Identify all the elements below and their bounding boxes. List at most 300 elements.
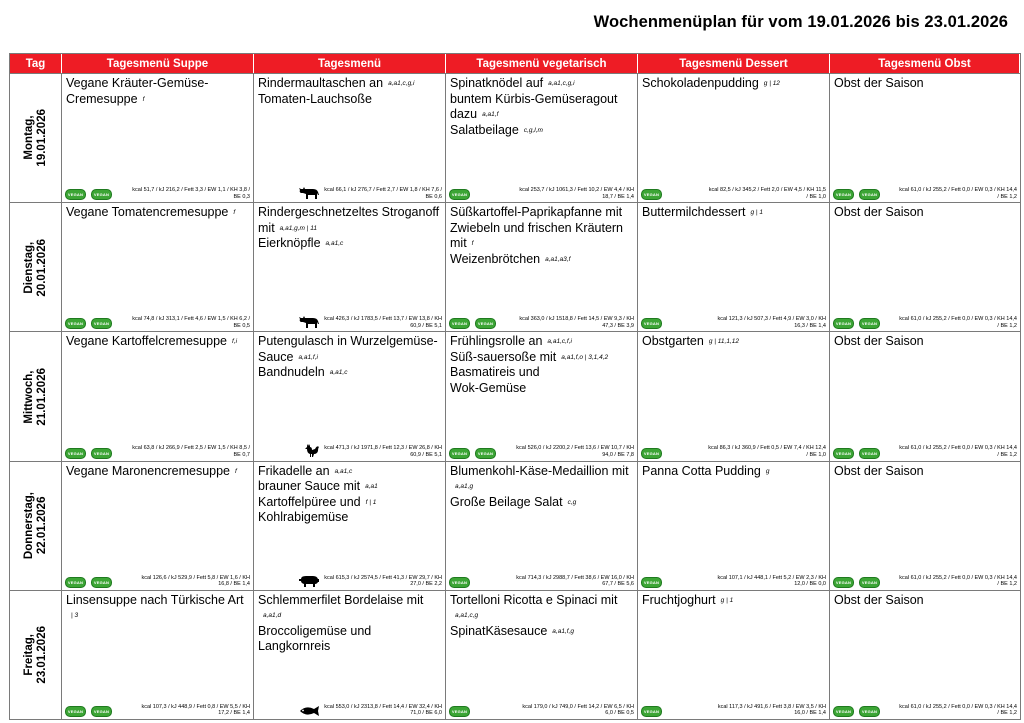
dish-line [642,76,825,92]
fish-icon [298,705,320,717]
dish-text: Wok-Gemüse [450,380,527,395]
nutrition-info: kcal 107,1 / kJ 448,1 / Fett 5,2 / EW 2,3 / KH 12,0 / BE 0,0 [717,574,826,588]
menu-cell [62,461,254,590]
allergen-codes: a,a1,c [325,240,344,248]
header-soup: Tagesmenü Suppe [62,54,254,73]
cell-footer [257,704,442,717]
nutrition-info: kcal 66,1 / kJ 276,7 / Fett 2,7 / EW 1,8 / KH 7,6 / BE 0,6 [324,187,442,200]
dish-text: Große Beilage Salat [450,494,563,509]
dish-line [258,205,441,221]
dish-text: Langkornreis [258,639,331,654]
dish-line [66,92,249,108]
nutrition-info: kcal 61,0 / kJ 255,2 / Fett 0,0 / EW 0,3 / KH 14,4 / BE 1,2 [899,187,1017,200]
dish-line [834,76,1016,92]
menu-table [9,53,1021,720]
dish-text: mit [450,236,467,251]
badge-group [833,706,880,717]
dish-text: Eierknöpfle [258,236,321,251]
vegan-badge-icon: VEGAN [91,448,112,459]
cell-footer [449,316,634,329]
dish-line [450,479,633,495]
dish-line [258,464,441,480]
dish-name [258,593,441,655]
page-title: Wochenmenüplan für vom 19.01.2026 bis 23.01.2026 [593,13,1008,31]
dish-name [450,334,633,396]
dish-text: Kartoffelpüree und [258,494,361,509]
allergen-codes: g | 12 [763,80,780,87]
dish-name [258,76,441,107]
dish-line [258,510,441,526]
dish-line [450,608,633,624]
nutrition-info: kcal 61,0 / kJ 255,2 / Fett 0,0 / EW 0,3 / KH 14,4 / BE 1,2 [899,316,1017,329]
dish-text: Zwiebeln und frischen Kräutern [450,220,624,235]
vegan-badge-icon: VEGAN [641,448,662,459]
day-label [23,368,49,426]
vegan-badge-icon: VEGAN [449,448,470,459]
dish-name [450,76,633,138]
dish-text: Spinatknödel auf [450,76,544,90]
badge-group [641,706,662,717]
dish-name [642,464,825,480]
menu-cell [638,202,830,331]
dish-text: Kohlrabigemüse [258,510,349,525]
menu-cell [254,202,446,331]
allergen-codes: a,a1,g,m | 11 [279,224,318,232]
dish-text: Süßkartoffel-Paprikapfanne mit [450,205,623,220]
vegan-badge-icon: VEGAN [475,318,496,329]
dish-line [258,495,441,511]
vegan-badge-icon: VEGAN [859,706,880,717]
dish-text: Putengulasch in Wurzelgemüse- [258,334,438,349]
nutrition-info: kcal 107,3 / kJ 448,9 / Fett 0,8 / EW 5,5 / KH 17,2 / BE 1,4 [141,703,250,717]
vegan-badge-icon: VEGAN [91,189,112,200]
vegan-badge-icon: VEGAN [65,318,86,329]
dish-line [66,593,249,609]
dish-line [642,334,825,350]
badge-group [65,577,112,588]
allergen-codes: f [235,467,237,475]
nutrition-info: kcal 51,7 / kJ 216,2 / Fett 3,3 / EW 1,1 / KH 3,8 / BE 0,3 [132,187,250,200]
badge-group [449,706,470,717]
cell-footer [833,575,1017,588]
vegan-badge-icon: VEGAN [65,189,86,200]
menu-cell [446,73,638,202]
allergen-codes: f [233,209,236,217]
menu-cell [638,590,830,719]
menu-cell [446,331,638,460]
dish-line [450,381,633,397]
dish-name [450,464,633,511]
dish-name [642,205,825,221]
nutrition-info: kcal 82,5 / kJ 345,2 / Fett 2,0 / EW 4,5 / KH 11,5 / BE 1,0 [708,187,826,200]
allergen-codes: a,a1,f,g [552,627,574,635]
cow-icon [298,315,320,329]
dish-text: Salatbeilage [450,122,519,137]
day-label [23,626,49,684]
day-date: 23.01.2026 [35,626,48,684]
day-name: Mittwoch, [22,369,35,423]
menu-cell [254,461,446,590]
allergen-codes: a,a1,f,o | 3,1,4,2 [561,353,609,361]
vegan-badge-icon: VEGAN [65,448,86,459]
dish-line [834,593,1016,609]
badge-group [65,448,112,459]
dish-text: Bandnudeln [258,365,325,380]
menu-cell [254,331,446,460]
allergen-codes: a,a1,a3,f [545,255,571,263]
dish-name [258,464,441,526]
dish-text: mit [258,220,275,235]
allergen-codes: g | 11,1,12 [708,338,739,346]
dish-name [66,334,249,350]
cell-footer [449,445,634,458]
day-name: Montag, [22,116,35,161]
menu-cell [446,461,638,590]
vegan-badge-icon: VEGAN [641,577,662,588]
nutrition-info: kcal 126,6 / kJ 529,9 / Fett 5,8 / EW 1,6 / KH 16,8 / BE 1,4 [141,574,250,588]
nutrition-info: kcal 179,0 / kJ 749,0 / Fett 14,2 / EW 6,5 / KH 6,0 / BE 0,5 [522,703,634,717]
dish-text: Tortelloni Ricotta e Spinaci mit [450,592,618,607]
vegan-badge-icon: VEGAN [475,448,496,459]
dish-line [450,221,633,237]
dish-text: Weizenbrötchen [450,251,541,266]
day-cell [10,461,62,590]
dish-text: Obst der Saison [834,205,924,220]
nutrition-info: kcal 526,0 / kJ 2200,2 / Fett 13,6 / EW 10,7 / KH 94,0 / BE 7,8 [516,445,634,458]
menu-cell [254,73,446,202]
header-vegetarian: Tagesmenü vegetarisch [446,54,638,73]
dish-line [834,464,1016,480]
vegan-badge-icon: VEGAN [859,189,880,200]
allergen-codes: a,a1,d [263,612,282,620]
menu-cell [638,461,830,590]
day-name: Donnerstag, [22,492,35,560]
dish-line [642,593,825,609]
header-dessert: Tagesmenü Dessert [638,54,830,73]
dish-name [258,334,441,381]
menu-cell [446,202,638,331]
dish-name [642,593,825,609]
cell-footer [833,445,1017,458]
nutrition-info: kcal 61,0 / kJ 255,2 / Fett 0,0 / EW 0,3 / KH 14,4 / BE 1,2 [899,445,1017,458]
dish-text: brauner Sauce mit [258,479,361,494]
dish-text: Vegane Kartoffelcremesuppe [66,334,227,349]
dish-name [834,593,1016,609]
allergen-codes: a,a1,c,f,i [547,338,572,346]
dish-line [450,252,633,268]
allergen-codes: a,a1,c,g [455,612,479,620]
dish-line [642,464,825,480]
dish-line [450,236,633,252]
dish-line [258,92,441,108]
vegan-badge-icon: VEGAN [641,706,662,717]
nutrition-info: kcal 426,3 / kJ 1783,5 / Fett 13,7 / EW 13,8 / KH 60,9 / BE 5,1 [324,316,442,329]
dish-name [834,464,1016,480]
menu-cell [62,73,254,202]
day-date: 21.01.2026 [35,367,48,426]
dish-name [834,205,1016,221]
day-cell [10,202,62,331]
cell-footer [65,575,250,588]
day-label [23,239,49,297]
vegan-badge-icon: VEGAN [449,189,470,200]
dish-name [642,334,825,350]
dish-text: SpinatKäsesauce [450,623,548,638]
nutrition-info: kcal 714,3 / kJ 2988,7 / Fett 38,6 / EW 16,0 / KH 67,7 / BE 5,6 [516,574,634,588]
dish-text: Buttermilchdessert [642,205,746,220]
cell-footer [833,704,1017,717]
badge-group [833,577,880,588]
cell-footer [833,187,1017,200]
day-cell [10,331,62,460]
menu-cell [830,461,1020,590]
allergen-codes: a,a1 [365,483,378,491]
vegan-badge-icon: VEGAN [859,577,880,588]
nutrition-info: kcal 61,0 / kJ 255,2 / Fett 0,0 / EW 0,3 / KH 14,4 / BE 1,2 [899,703,1017,717]
dish-name [66,76,249,107]
badge-group [65,318,112,329]
dish-line [450,76,633,92]
dish-text: Tomaten-Lauchsoße [258,91,372,106]
header-main: Tagesmenü [254,54,446,73]
dish-line [450,92,633,108]
nutrition-info: kcal 553,0 / kJ 2313,8 / Fett 14,4 / EW 32,4 / KH 71,0 / BE 6,0 [324,703,442,717]
dish-line [258,334,441,350]
dish-name [66,593,249,624]
allergen-codes: f,i [232,338,238,346]
cell-footer [641,316,826,329]
dish-text: Linsensuppe nach Türkische Art [66,592,244,607]
dish-name [642,76,825,92]
dish-text: Schokoladenpudding [642,76,759,90]
dish-text: Cremesuppe [66,91,138,106]
allergen-codes: f [142,95,145,103]
allergen-codes: f [471,240,474,248]
dish-text: Broccoligemüse und [258,623,372,638]
cell-footer [641,187,826,200]
cell-footer [641,704,826,717]
vegan-badge-icon: VEGAN [65,577,86,588]
cell-footer [449,704,634,717]
vegan-badge-icon: VEGAN [833,706,854,717]
menu-cell [638,331,830,460]
allergen-codes: a,a1,c [334,467,353,475]
allergen-codes: f | 1 [365,498,377,506]
dish-line [66,205,249,221]
dish-text: Schlemmerfilet Bordelaise mit [258,592,424,607]
menu-cell [62,202,254,331]
cell-footer [449,575,634,588]
menu-cell [62,331,254,460]
dish-text: Blumenkohl-Käse-Medaillion mit [450,463,629,478]
dish-text: dazu [450,107,478,121]
day-name: Dienstag, [22,241,35,294]
menu-cell [446,590,638,719]
cell-footer [833,316,1017,329]
cow-icon [298,186,320,200]
cell-footer [257,315,442,329]
vegan-badge-icon: VEGAN [833,577,854,588]
cell-footer [65,316,250,329]
dish-name [450,205,633,267]
dish-line [66,608,249,624]
day-cell [10,73,62,202]
dish-line [258,639,441,655]
allergen-codes: | 3 [71,612,79,620]
dish-text: Fruchtjoghurt [642,592,716,607]
allergen-codes: a,a1,c,g,i [548,80,575,87]
allergen-codes: g | 1 [750,209,764,217]
dish-line [258,365,441,381]
dish-text: Vegane Kräuter-Gemüse- [66,76,209,90]
day-date: 19.01.2026 [35,109,48,167]
dish-line [450,365,633,381]
dish-line [450,123,633,139]
badge-group [833,189,880,200]
dish-name [258,205,441,252]
pig-icon [298,574,320,588]
vegan-badge-icon: VEGAN [641,318,662,329]
dish-name [834,76,1016,92]
nutrition-info: kcal 121,3 / kJ 507,3 / Fett 4,9 / EW 3,0 / KH 16,3 / BE 1,4 [717,316,826,329]
dish-line [258,608,441,624]
dish-line [450,107,633,123]
badge-group [449,318,496,329]
cell-footer [257,574,442,588]
vegan-badge-icon: VEGAN [91,706,112,717]
cell-footer [641,575,826,588]
menu-cell [830,202,1020,331]
badge-group [641,448,662,459]
cell-footer [449,187,634,200]
dish-line [450,205,633,221]
vegan-badge-icon: VEGAN [449,706,470,717]
day-date: 20.01.2026 [35,238,48,297]
menu-cell [830,331,1020,460]
allergen-codes: a,a1,c,g,i [388,80,415,87]
dish-line [258,236,441,252]
dish-text: buntem Kürbis-Gemüseragout [450,91,618,106]
dish-line [450,624,633,640]
allergen-codes: g [765,467,770,475]
dish-text: Obst der Saison [834,592,924,607]
allergen-codes: a,a1,f [482,111,499,118]
badge-group [65,189,112,200]
header-day: Tag [10,54,62,73]
day-label [23,492,49,559]
cell-footer [257,186,442,200]
vegan-badge-icon: VEGAN [91,318,112,329]
vegan-badge-icon: VEGAN [833,318,854,329]
dish-line [258,76,441,92]
badge-group [833,318,880,329]
badge-group [449,448,496,459]
dish-text: Obstgarten [642,334,704,349]
header-fruit: Tagesmenü Obst [830,54,1020,73]
nutrition-info: kcal 61,0 / kJ 255,2 / Fett 0,0 / EW 0,3 / KH 14,4 / BE 1,2 [899,574,1017,588]
nutrition-info: kcal 471,3 / kJ 1971,8 / Fett 12,3 / EW 26,8 / KH 60,9 / BE 5,1 [324,445,442,458]
cell-footer [65,704,250,717]
nutrition-info: kcal 63,8 / kJ 266,9 / Fett 2,5 / EW 1,5 / KH 8,5 / BE 0,7 [132,445,250,458]
allergen-codes: g | 1 [720,596,734,604]
day-name: Freitag, [22,634,35,676]
nutrition-info: kcal 615,3 / kJ 2574,5 / Fett 41,3 / EW 29,7 / KH 27,0 / BE 2,2 [324,574,442,588]
day-cell [10,590,62,719]
dish-name [834,334,1016,350]
dish-text: Rindermaultaschen an [258,76,384,90]
dish-text: Süß-sauersoße mit [450,349,557,364]
dish-line [66,76,249,92]
dish-name [450,593,633,640]
dish-line [66,334,249,350]
allergen-codes: a,a1,f,i [298,353,318,361]
vegan-badge-icon: VEGAN [859,448,880,459]
nutrition-info: kcal 253,7 / kJ 1061,3 / Fett 10,2 / EW 4,4 / KH 18,7 / BE 1,4 [519,187,634,200]
dish-text: Basmatireis und [450,365,540,380]
dish-line [258,593,441,609]
dish-line [450,350,633,366]
badge-group [833,448,880,459]
dish-text: Obst der Saison [834,76,924,90]
dish-text: Obst der Saison [834,463,924,478]
dish-line [834,205,1016,221]
badge-group [449,577,470,588]
cell-footer [65,445,250,458]
nutrition-info: kcal 363,0 / kJ 1518,8 / Fett 14,5 / EW 9,3 / KH 47,3 / BE 3,9 [519,316,634,329]
dish-text: Rindergeschnetzeltes Stroganoff [258,205,440,220]
badge-group [641,318,662,329]
dish-line [450,334,633,350]
menu-cell [254,590,446,719]
dish-line [258,221,441,237]
dish-text: Frikadelle an [258,463,330,478]
dish-text: Frühlingsrolle an [450,334,543,349]
badge-group [641,189,662,200]
cell-footer [257,443,442,459]
vegan-badge-icon: VEGAN [65,706,86,717]
allergen-codes: c,g,l,m [523,126,543,134]
dish-line [642,205,825,221]
dish-line [450,593,633,609]
allergen-codes: a,a1,c [329,369,348,377]
dish-line [258,624,441,640]
menu-cell [638,73,830,202]
nutrition-info: kcal 74,8 / kJ 313,1 / Fett 4,6 / EW 1,5 / KH 6,2 / BE 0,5 [132,316,250,329]
dish-text: Vegane Tomatencremesuppe [66,205,229,220]
dish-line [66,464,249,480]
day-date: 22.01.2026 [35,496,48,555]
vegan-badge-icon: VEGAN [833,189,854,200]
vegan-badge-icon: VEGAN [449,318,470,329]
badge-group [65,706,112,717]
day-label [23,109,49,167]
dish-name [66,205,249,221]
cell-footer [65,187,250,200]
nutrition-info: kcal 86,3 / kJ 360,9 / Fett 0,5 / EW 7,4 / KH 12,4 / BE 1,0 [708,445,826,458]
allergen-codes: a,a1,g [455,483,474,491]
dish-text: Vegane Maronencremesuppe [66,463,231,478]
dish-text: Panna Cotta Pudding [642,463,761,478]
dish-line [450,464,633,480]
dish-line [834,334,1016,350]
dish-line [450,495,633,511]
dish-name [66,464,249,480]
rooster-icon [304,443,320,459]
menu-cell [830,590,1020,719]
badge-group [449,189,470,200]
nutrition-info: kcal 117,3 / kJ 491,6 / Fett 3,8 / EW 3,5 / KH 16,0 / BE 1,4 [717,703,826,717]
vegan-badge-icon: VEGAN [449,577,470,588]
